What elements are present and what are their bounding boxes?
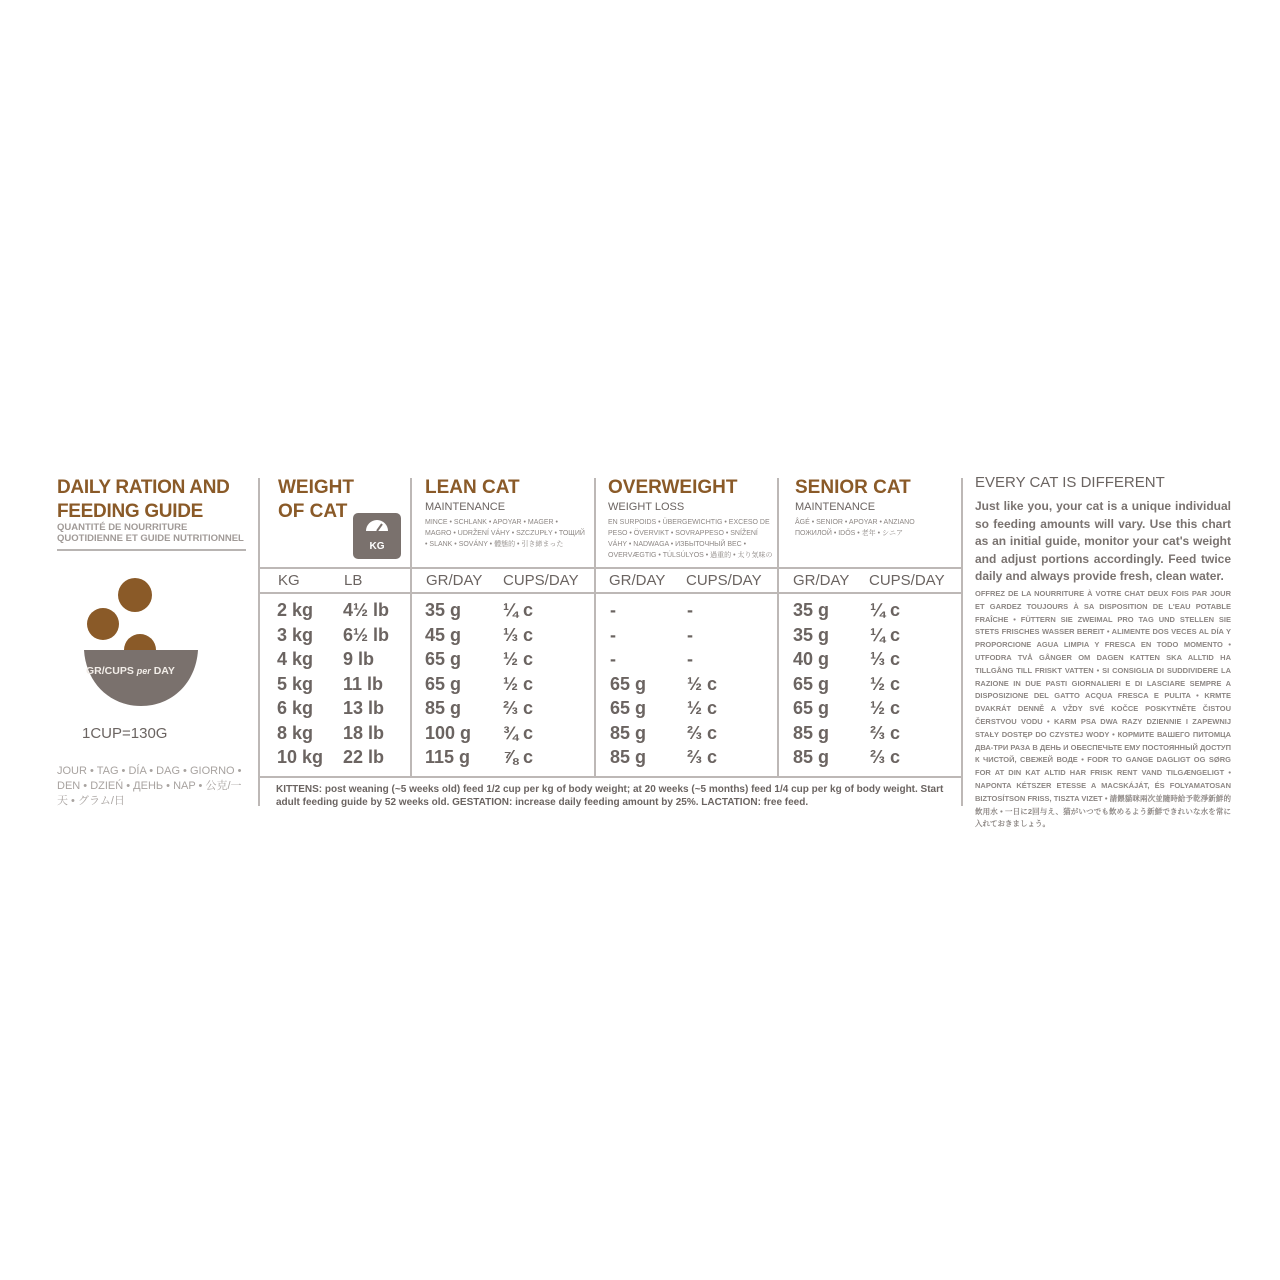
senior-gr-cell: 35 g <box>793 625 830 645</box>
senior-cups-cell: ¼ c <box>870 625 901 645</box>
unit-kg: KG <box>278 572 300 589</box>
senior-cups-cell: ¼ c <box>870 600 901 620</box>
unit-lb: LB <box>344 572 363 589</box>
weight-kg-cell: 10 kg <box>277 747 324 767</box>
senior-cups-cell: ⅔ c <box>870 747 901 767</box>
svg-text:GR/CUPS per DAY <box>86 665 175 677</box>
weight-kg-cell: 8 kg <box>277 723 314 743</box>
overweight-gr-cell: 85 g <box>610 723 647 743</box>
lean-gr-cell: 100 g <box>425 723 472 743</box>
senior-unit-gr: GR/DAY <box>793 572 850 589</box>
rule-vertical <box>258 478 260 806</box>
guide-subtitle: QUANTITÉ DE NOURRITURE QUOTIDIENNE ET GUIDE NUTRITIONNEL <box>57 522 244 544</box>
bowl-label-day: DAY <box>153 665 175 677</box>
every-cat-title: EVERY CAT IS DIFFERENT <box>975 474 1165 491</box>
lean-gr-cell: 35 g <box>425 600 462 620</box>
overweight-gr-cell: 65 g <box>610 674 647 694</box>
rule-vertical <box>777 478 779 778</box>
rule-horizontal <box>258 776 963 778</box>
weight-lb-cell: 4½ lb <box>343 600 390 620</box>
overweight-cups-cell: ½ c <box>687 698 718 718</box>
senior-cups-cell: ⅔ c <box>870 723 901 743</box>
bowl-label-units: GR/CUPS <box>86 665 134 677</box>
weight-kg-cell: 3 kg <box>277 625 314 645</box>
guide-title: DAILY RATION AND FEEDING GUIDE <box>57 477 230 522</box>
weight-lb-cell: 11 lb <box>343 674 384 694</box>
overweight-gr-cell: 85 g <box>610 747 647 767</box>
every-cat-body: Just like you, your cat is a unique individual so feeding amounts will vary. Use this chart as an initial guide, monitor your cat's weight and adjust portions accordingly. Feed twice daily and always provide fresh, clean water. <box>975 499 1231 583</box>
weight-lb-cell: 22 lb <box>343 747 385 767</box>
food-bowl-icon <box>84 578 202 713</box>
overweight-translations: EN SURPOIDS • ÜBERGEWICHTIG • EXCESO DE PESO • ÖVERVIKT • SOVRAPPESO • SNÍŽENÍ VÁHY • NADWAGA • ИЗБЫТОЧНЫЙ ВЕС • OVERVÆGTIG • TÚLSÚLYOS • 過重的 • 太り気味の <box>608 519 773 559</box>
senior-cups-cell: ⅓ c <box>870 649 901 669</box>
rule-vertical <box>410 478 412 778</box>
kg-badge-label: KG <box>369 541 385 552</box>
per-day-translations: JOUR • TAG • DÍA • DAG • GIORNO • DEN • DZIEŃ • ДЕНЬ • NAP • 公克/一天 • グラム/日 <box>57 765 242 807</box>
overweight-subtitle: WEIGHT LOSS <box>608 501 685 513</box>
bowl-label-per: per <box>136 666 151 676</box>
weight-kg-cell: 6 kg <box>277 698 314 718</box>
overweight-cups-cell: ⅔ c <box>687 747 718 767</box>
senior-gr-cell: 65 g <box>793 674 830 694</box>
weight-title: WEIGHT OF CAT <box>278 477 354 522</box>
kittens-note: KITTENS: post weaning (~5 weeks old) feed 1/2 cup per kg of body weight; at 20 weeks (~5 months) feed 1/4 cup per kg of body weight. Start adult feeding guide by 52 weeks old. GESTATION: increase daily feeding amount by 25%. LACTATION: free feed. <box>276 784 944 808</box>
lean-subtitle: MAINTENANCE <box>425 501 506 513</box>
lean-cups-cell: ½ c <box>503 649 534 669</box>
weight-kg-cell: 4 kg <box>277 649 314 669</box>
senior-cups-cell: ½ c <box>870 674 901 694</box>
senior-gr-cell: 35 g <box>793 600 830 620</box>
senior-gr-cell: 85 g <box>793 723 830 743</box>
lean-unit-cups: CUPS/DAY <box>503 572 579 589</box>
lean-translations: MINCE • SCHLANK • APOYAR • MAGER • MAGRO • UDRŽENÍ VÁHY • SZCZUPŁY • ТОЩИЙ • SLANK • SOVÁNY • 體態的 • 引き締まった <box>425 519 585 548</box>
scale-icon <box>353 513 401 559</box>
overweight-gr-cell: - <box>610 625 616 645</box>
lean-gr-cell: 65 g <box>425 649 462 669</box>
lean-cups-cell: ¾ c <box>503 723 534 743</box>
weight-lb-cell: 18 lb <box>343 723 385 743</box>
multilingual-instructions: OFFREZ DE LA NOURRITURE À VOTRE CHAT DEUX FOIS PAR JOUR ET GARDEZ TOUJOURS À SA DISPOSITION DE L'EAU POTABLE FRAÎCHE • FÜTTERN SIE ZWEIMAL PRO TAG UND STELLEN SIE STETS FRISCHES WASSER BEREIT • ALIMENTE DOS VECES AL DÍA Y PROPORCIONE AGUA LIMPIA Y FRESCA EN TODO MOMENTO • UTFODRA TVÅ GÅNGER OM DAGEN KATTEN SKA ALLTID HA TILLGÅNG TILL FRISKT VATTEN • SI CONSIGLIA DI SUDDIVIDERE LA RAZIONE IN DUE PASTI GIORNALIERI E DI LASCIARE SEMPRE A DISPOSIZIONE DEL GATTO ACQUA FRESCA E PULITA • KRMTE DVAKRÁT DENNĚ A VŽDY SVÉ KOČCE POSKYTNĚTE ČISTOU ČERSTVOU VODU • KARM PSA DWA RAZY DZIENNIE I ZAPEWNIJ STAŁY DOSTĘP DO CZYSTEJ WODY • КОРМИТЕ ВАШЕГО ПИТОМЦА ДВА-ТРИ РАЗА В ДЕНЬ И ОБЕСПЕЧЬТЕ ЕМУ ПОСТОЯННЫЙ ДОСТУП К ЧИСТОЙ, СВЕЖЕЙ ВОДЕ • FODR TO GANGE DAGLIGT OG SØRG FOR AT DIN KAT ALTID HAR FRISK RENT VAND TILGÆNGELIGT • NAPONTA KÉTSZER ETESSE A MACSKÁJÁT, ÉS FOLYAMATOSAN BIZTOSÍTSON FRISS, TISZTA VIZET • 請餵貓咪兩次並隨時給予乾淨新鮮的飲用水 • 一日に2回与え、猫がいつでも飲めるよう新鮮できれいな水を常に入れておきましょう。 <box>975 589 1231 829</box>
lean-title: LEAN CAT <box>425 477 520 498</box>
rule-vertical <box>961 478 963 806</box>
weight-lb-cell: 9 lb <box>343 649 375 669</box>
rule-horizontal <box>258 567 963 569</box>
overweight-unit-cups: CUPS/DAY <box>686 572 762 589</box>
lean-gr-cell: 65 g <box>425 674 462 694</box>
weight-lb-cell: 13 lb <box>343 698 385 718</box>
lean-cups-cell: ½ c <box>503 674 534 694</box>
weight-lb-cell: 6½ lb <box>343 625 390 645</box>
senior-gr-cell: 85 g <box>793 747 830 767</box>
overweight-gr-cell: 65 g <box>610 698 647 718</box>
overweight-cups-cell: - <box>687 649 693 669</box>
overweight-unit-gr: GR/DAY <box>609 572 666 589</box>
lean-cups-cell: ⅞ c <box>503 747 534 767</box>
divider <box>57 549 246 551</box>
lean-gr-cell: 115 g <box>425 747 471 767</box>
weight-kg-cell: 5 kg <box>277 674 314 694</box>
senior-cups-cell: ½ c <box>870 698 901 718</box>
overweight-title: OVERWEIGHT <box>608 477 738 498</box>
overweight-gr-cell: - <box>610 600 616 620</box>
lean-cups-cell: ¼ c <box>503 600 534 620</box>
lean-gr-cell: 85 g <box>425 698 462 718</box>
senior-gr-cell: 40 g <box>793 649 830 669</box>
lean-cups-cell: ⅓ c <box>503 625 534 645</box>
senior-unit-cups: CUPS/DAY <box>869 572 945 589</box>
rule-horizontal <box>258 592 963 594</box>
rule-vertical <box>594 478 596 778</box>
overweight-cups-cell: ½ c <box>687 674 718 694</box>
senior-translations: ÂGÉ • SENIOR • APOYAR • ANZIANO ПОЖИЛОЙ • IDŐS • 老年 • シニア <box>795 519 915 537</box>
overweight-cups-cell: ⅔ c <box>687 723 718 743</box>
senior-gr-cell: 65 g <box>793 698 830 718</box>
lean-cups-cell: ⅔ c <box>503 698 534 718</box>
lean-gr-cell: 45 g <box>425 625 462 645</box>
overweight-gr-cell: - <box>610 649 616 669</box>
lean-unit-gr: GR/DAY <box>426 572 483 589</box>
overweight-cups-cell: - <box>687 600 693 620</box>
cup-equivalence: 1CUP=130G <box>82 725 168 742</box>
weight-kg-cell: 2 kg <box>277 600 314 620</box>
senior-subtitle: MAINTENANCE <box>795 501 876 513</box>
senior-title: SENIOR CAT <box>795 477 911 498</box>
overweight-cups-cell: - <box>687 625 693 645</box>
